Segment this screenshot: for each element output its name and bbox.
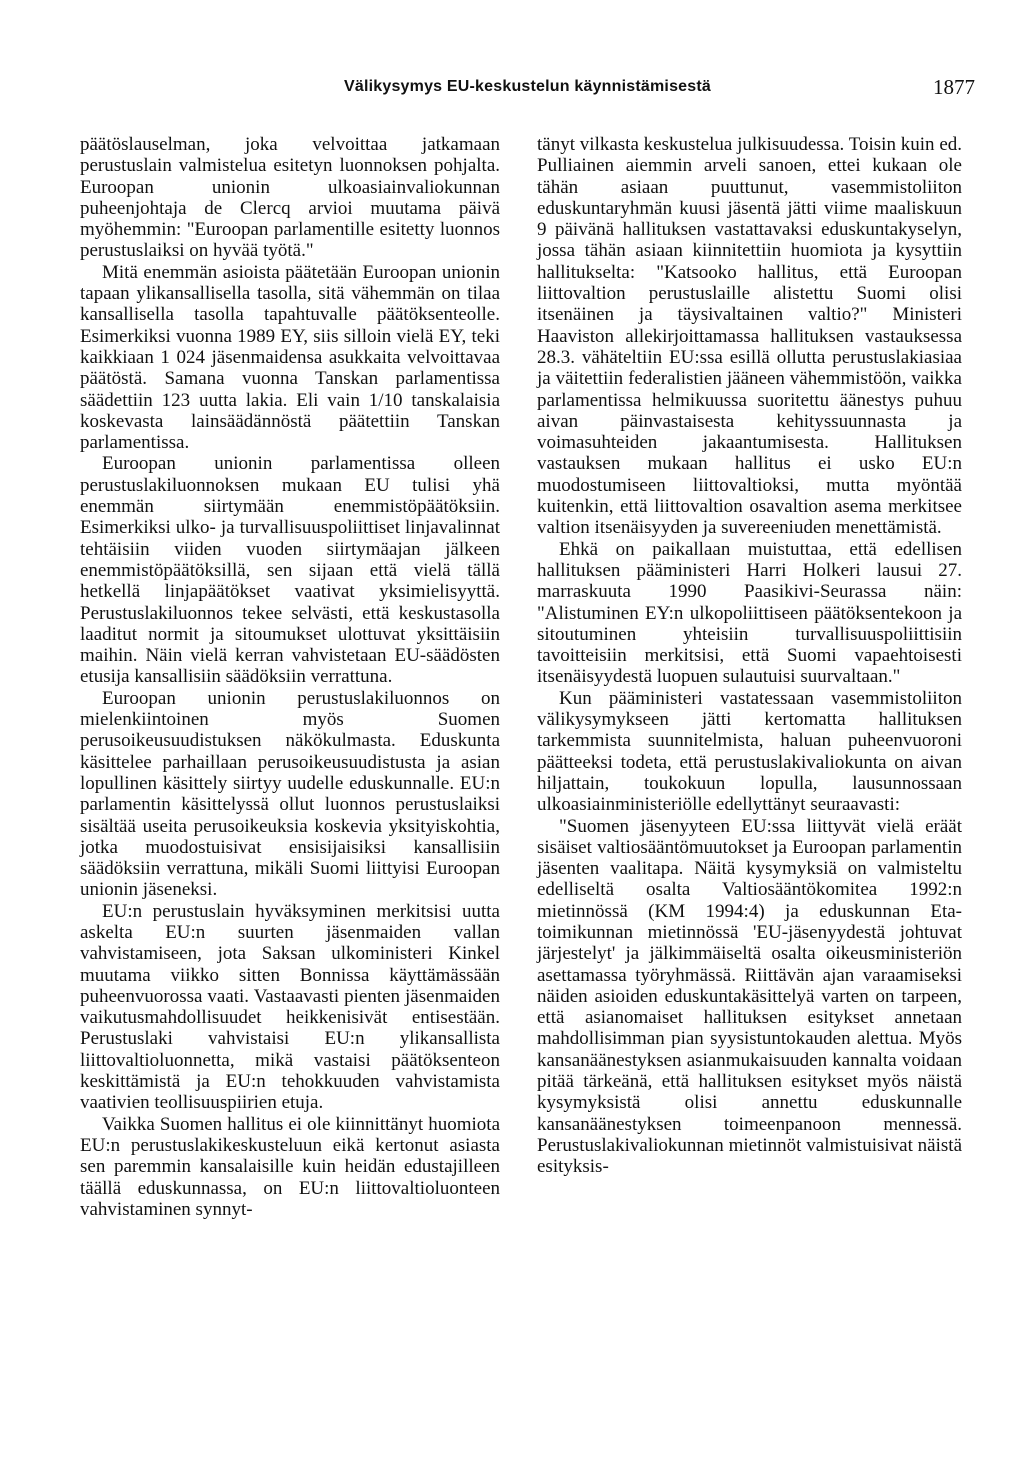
paragraph: Ehkä on paikallaan muistuttaa, että edellisen hallituksen pääministeri Harri Holkeri lausui 27. marraskuuta 1990 Paasikivi-Seurassa näin: "Alistuminen EY:n ulkopoliittiseen päätöksentekoon ja sitoutuminen yhteisiin turvallisuuspoliittisiin tavoitteisiin merkitsisi, että Suomi vapaehtoisesti itsenäisyydestä luopuen sulautuisi suurvaltaan." [537,538,962,688]
paragraph: päätöslauselman, joka velvoittaa jatkamaan perustuslain valmistelua esitetyn luonnoksen pohjalta. Euroopan unionin ulkoasiainvaliokunnan puheenjohtaja de Clercq arvioi muutama päivä myöhemmin: "Euroopan parlamentille esitetty luonnos perustuslaiksi on hyvää työtä." [80,134,500,262]
running-title: Välikysymys EU-keskustelun käynnistämisestä [343,78,711,95]
paragraph: Mitä enemmän asioista päätetään Euroopan unionin tapaan ylikansallisella tasolla, sitä vähemmän on tilaa kansallisella tasolla tapahtuvalle päätöksenteolle. Esimerkiksi vuonna 1989 EY, siis silloin vielä EY, teki kaikkiaan 1 024 jäsenmaidensa asukkaita velvoittavaa päätöstä. Samana vuonna Tanskan parlamentissa säädettiin 123 uutta lakia. Eli vain 1/10 tanskalaisia koskevasta lainsäädännöstä päätettiin Tanskan parlamentissa. [80,261,500,454]
paragraph: "Suomen jäsenyyteen EU:ssa liittyvät vielä eräät sisäiset valtiosääntömuutokset ja Euroopan parlamentin jäsenten vaalitapa. Näitä kysymyksiä on valmisteltu edelliseltä osalta Valtiosääntökomitea 1992:n mietinnössä (KM 1994:4) ja eduskunnan Eta-toimikunnan mietinnössä 'EU-jäsenyydestä johtuvat järjestelyt' ja jälkimmäiseltä osalta oikeusministeriön asettamassa työryhmässä. Riittävän ajan varaamiseksi näiden asioiden eduskuntakäsittelyä varten on tarpeen, että asianomaiset hallituksen esitykset annetaan mahdollisimman pian syysistuntokauden alettua. Myös kansanäänestyksen asianmukaisuuden kannalta voidaan pitää tärkeänä, että hallituksen esitykset myös näistä kysymyksistä olisi annettu eduskunnalle kansanäänestyksen toimeenpanoon mennessä. Perustuslakivaliokunnan mietinnöt valmistuisivat näistä esityksis- [537,815,962,1178]
paragraph: tänyt vilkasta keskustelua julkisuudessa. Toisin kuin ed. Pulliainen aiemmin arveli sanoen, ettei kukaan ole tähän asiaan puuttunut, vasemmistoliiton eduskuntaryhmän kuusi jäsentä jätti viime maaliskuun 9 päivänä hallituksen vastattavaksi eduskuntakyselyn, jossa tähän asiaan kiinnitettiin huomiota ja kysyttiin hallitukselta: "Katsooko hallitus, että Euroopan liittovaltion perustuslaille alistettu Suomi olisi itsenäinen ja täysivaltainen valtio?" Ministeri Haaviston allekirjoittamassa hallituksen vastauksessa 28.3. vähäteltiin EU:ssa esillä ollutta perustuslakiasiaa ja väitettiin federalistien jääneen vähemmistöön, vaikka parlamentissa helmikuussa suoritettu äänestys puhuu aivan päinvastaisesta kehityssuunnasta ja voimasuhteiden jakaantumisesta. Hallituksen vastauksen mukaan hallitus ei usko EU:n muodostumiseen liittovaltioksi, mutta myöntää kuitenkin, että liittovaltion osavaltion asema merkitsee valtion itsenäisyyden ja suvereeniuden menettämistä. [537,134,962,539]
paragraph: Euroopan unionin parlamentissa olleen perustuslakiluonnoksen mukaan EU tulisi yhä enemmän siirtymään enemmistöpäätöksiin. Esimerkiksi ulko- ja turvallisuuspoliittiset linjavalinnat tehtäisiin viiden vuoden siirtymäajan jälkeen enemmistöpäätöksillä, sen sijaan että vielä tällä hetkellä linjapäätökset vaativat yksimielisyyttä. Perustuslakiluonnos tekee selvästi, että keskustasolla laaditut normit ja sitoumukset ulottuvat yksittäisiin maihin. Näin vielä kerran vahvistetaan EU-säädösten etusija kansallisiin säädöksiin verrattuna. [80,453,500,688]
left-column [80,134,500,1220]
page-header [80,70,975,104]
paragraph: Kun pääministeri vastatessaan vasemmistoliiton välikysymykseen jätti kertomatta hallituksen tarkemmista suunnitelmista, haluan puheenvuoroni päätteeksi todeta, että perustuslakivaliokunta on aivan hiljattain, toukokuun lopulla, lausunnossaan ulkoasiainministeriölle edellyttänyt seuraavasti: [537,687,962,816]
paragraph: Vaikka Suomen hallitus ei ole kiinnittänyt huomiota EU:n perustuslakikeskusteluun eikä kertonut asiasta sen paremmin kansalaisille kuin heidän edustajilleen täällä eduskunnassa, on EU:n liittovaltioluonteen vahvistaminen synnyt- [80,1113,500,1220]
paragraph: EU:n perustuslain hyväksyminen merkitsisi uutta askelta EU:n suurten jäsenmaiden vallan vahvistamiseen, jota Saksan ulkoministeri Kinkel muutama viikko sitten Bonnissa käyttämässään puheenvuorossa vaati. Vastaavasti pienten jäsenmaiden vaikutusmahdollisuudet heikkenisivät entisestään. Perustuslaki vahvistaisi EU:n ylikansallista liittovaltioluonnetta, mikä vastaisi päätöksenteon keskittämistä ja EU:n tehokkuuden vahvistamista vaativien teollisuuspiirien etuja. [80,900,500,1114]
right-column [537,134,962,1178]
paragraph: Euroopan unionin perustuslakiluonnos on mielenkiintoinen myös Suomen perusoikeusuudistuksen näkökulmasta. Eduskunta käsittelee parhaillaan perusoikeusuudistusta ja asian lopullinen käsittely siirtyy uudelle eduskunnalle. EU:n parlamentin käsittelyssä ollut luonnos perustuslaiksi sisältää useita perusoikeuksia koskevia yksityiskohtia, jotka muodostuisivat ensisijaisiksi kansallisiin säädöksiin verrattuna, mikäli Suomi liittyisi Euroopan unionin jäseneksi. [80,687,500,901]
page-number: 1877 [933,75,975,99]
